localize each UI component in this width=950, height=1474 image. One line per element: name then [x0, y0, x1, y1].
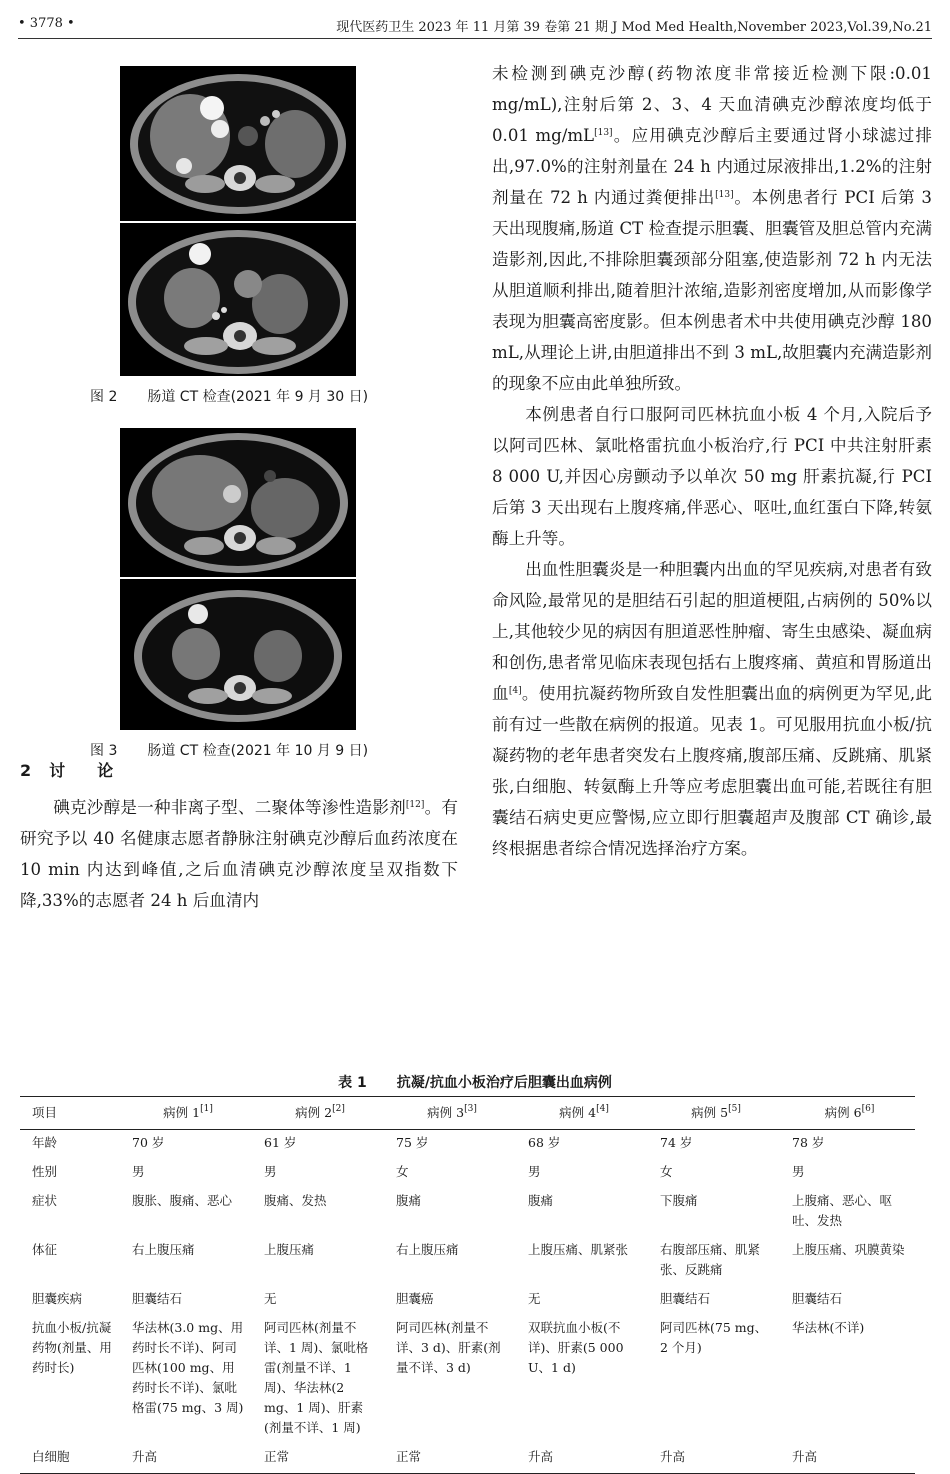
table-cell: 腹痛 — [396, 1193, 422, 1208]
citation: [12] — [405, 800, 425, 810]
table-cell: 阿司匹林(75 mg、2 个月) — [660, 1320, 768, 1355]
table-cell: 腹痛、发热 — [264, 1193, 327, 1208]
table-cell: 升高 — [516, 1444, 648, 1474]
table-row — [20, 1188, 915, 1237]
header-cell: 病例 1[1] — [120, 1097, 252, 1130]
table-cell: 无 — [528, 1291, 541, 1306]
journal-citation: 现代医药卫生 2023 年 11 月第 39 卷第 21 期 J Mod Med Health,November 2023,Vol.39,No.21 — [336, 20, 932, 35]
table-cell: 下腹痛 — [660, 1193, 698, 1208]
table-row — [20, 1315, 915, 1444]
ct-slice-upper — [128, 433, 348, 573]
figure-label: 图 3 — [90, 743, 118, 759]
table-title: 抗凝/抗血小板治疗后胆囊出血病例 — [396, 1075, 612, 1091]
table-cell: 华法林(3.0 mg、用药时长不详)、阿司匹林(100 mg、用药时长不详)、氯吡格雷(75 mg、3 周) — [132, 1320, 244, 1415]
ct-slice-lower — [128, 230, 348, 374]
left-column-text — [20, 792, 458, 916]
table-cell: 74 岁 — [660, 1135, 693, 1150]
table-cell: 华法林(不详) — [792, 1320, 865, 1335]
table-caption — [0, 1072, 950, 1092]
table-cell: 男 — [264, 1164, 277, 1179]
section-number: 2 — [20, 761, 32, 780]
table-cell: 抗血小板/抗凝药物(剂量、用药时长) — [32, 1320, 112, 1375]
table-cell: 胆囊结石 — [792, 1291, 843, 1306]
table-cell: 男 — [132, 1164, 145, 1179]
header-cell: 病例 2[2] — [252, 1097, 384, 1130]
table-label: 表 1 — [338, 1075, 367, 1091]
table-row — [20, 1130, 915, 1160]
table-cell: 胆囊癌 — [396, 1291, 434, 1306]
table-cell: 78 岁 — [792, 1135, 825, 1150]
table-cell: 女 — [396, 1164, 409, 1179]
header-cell: 病例 3[3] — [384, 1097, 516, 1130]
table-cell: 性别 — [32, 1164, 58, 1179]
table-cell: 症状 — [32, 1193, 58, 1208]
table-cell: 年龄 — [32, 1135, 58, 1150]
table-cell: 正常 — [252, 1444, 384, 1474]
citation: [4] — [508, 686, 522, 696]
table-cell: 70 岁 — [132, 1135, 165, 1150]
table-row — [20, 1237, 915, 1286]
figure-label: 图 2 — [90, 389, 118, 405]
table-row — [20, 1159, 915, 1188]
table-cell: 双联抗血小板(不详)、肝素(5 000 U、1 d) — [528, 1320, 624, 1375]
table-cell: 75 岁 — [396, 1135, 429, 1150]
header-cell: 病例 4[4] — [516, 1097, 648, 1130]
table-cell: 上腹压痛、巩膜黄染 — [792, 1242, 905, 1257]
figure-2-ct-image — [120, 66, 356, 376]
table-cell: 胆囊结石 — [660, 1291, 711, 1306]
paragraph: 未检测到碘克沙醇(药物浓度非常接近检测下限:0.01 mg/mL),注射后第 2、3、4 天血清碘克沙醇浓度均低于 0.01 mg/mL[13]。应用碘克沙醇后主要通过肾小球滤过排出,97.0%的注射剂量在 24 h 内通过尿液排出,1.2%的注射剂量在 72 h 内通过粪便排出[13]。本例患者行 PCI 后第 3 天出现腹痛,肠道 CT 检查提示胆囊、胆囊管及胆总管内充满造影剂,因此,不排除胆囊颈部分阻塞,使造影剂 72 h 内无法从胆道顺利排出,随着胆汁浓缩,造影剂密度增加,从而影像学表现为胆囊高密度影。但本例患者术中共使用碘克沙醇 180 mL,从理论上讲,由胆道排出不到 3 mL,故胆囊内充满造影剂的现象不应由此单独所致。 — [492, 64, 932, 393]
figure-3-ct-image — [120, 428, 356, 730]
figure-title: 肠道 CT 检查(2021 年 10 月 9 日) — [147, 743, 369, 759]
table-cell: 升高 — [120, 1444, 252, 1474]
table-cell: 无 — [264, 1291, 277, 1306]
ct-slice-lower — [134, 590, 342, 722]
table-cell: 升高 — [648, 1444, 780, 1474]
table-cell: 升高 — [780, 1444, 915, 1474]
header-cell: 病例 5[5] — [648, 1097, 780, 1130]
table-cell: 上腹压痛 — [264, 1242, 315, 1257]
table-cell: 男 — [528, 1164, 541, 1179]
page-number: • 3778 • — [18, 16, 75, 31]
header-cell: 项目 — [20, 1097, 120, 1130]
header-cell: 病例 6[6] — [780, 1097, 915, 1130]
table-cell: 男 — [792, 1164, 805, 1179]
table-row — [20, 1286, 915, 1315]
case-table — [20, 1096, 915, 1474]
right-column-text — [492, 58, 932, 864]
table-cell: 胆囊结石 — [132, 1291, 183, 1306]
table-cell: 胆囊疾病 — [32, 1291, 83, 1306]
section-heading — [20, 758, 113, 781]
table-cell: 68 岁 — [528, 1135, 561, 1150]
paragraph: 出血性胆囊炎是一种胆囊内出血的罕见疾病,对患者有致命风险,最常见的是胆结石引起的胆道梗阻,占病例的 50%以上,其他较少见的病因有胆道恶性肿瘤、寄生虫感染、凝血病和创伤,患者常见临床表现包括右上腹疼痛、黄疸和胃肠道出血[4]。使用抗凝药物所致自发性胆囊出血的病例更为罕见,此前有过一些散在病例的报道。见表 1。可见服用抗血小板/抗凝药物的老年患者突发右上腹疼痛,腹部压痛、反跳痛、肌紧张,白细胞、转氨酶上升等应考虑胆囊出血可能,若既往有胆囊结石病史更应警惕,应立即行胆囊超声及腹部 CT 确诊,最终根据患者综合情况选择治疗方案。 — [492, 560, 932, 858]
figure-2-caption — [90, 386, 368, 406]
figure-title: 肠道 CT 检查(2021 年 9 月 30 日) — [147, 389, 369, 405]
section-title-a: 讨 — [49, 761, 66, 780]
table-cell: 右上腹压痛 — [396, 1242, 459, 1257]
citation: [13] — [715, 190, 734, 200]
table-cell: 腹痛 — [528, 1193, 554, 1208]
table-cell: 阿司匹林(剂量不详、3 d)、肝素(剂量不详、3 d) — [396, 1320, 501, 1375]
table-cell: 阿司匹林(剂量不详、1 周)、氯吡格雷(剂量不详、1 周)、华法林(2 mg、1 周)、肝素(剂量不详、1 周) — [264, 1320, 369, 1435]
table-cell: 正常 — [384, 1444, 516, 1474]
table-cell: 上腹痛、恶心、呕吐、发热 — [792, 1193, 893, 1228]
table-cell: 体征 — [32, 1242, 58, 1257]
ct-slice-upper — [130, 74, 346, 214]
header-rule — [18, 38, 932, 39]
table-header-row — [20, 1097, 915, 1130]
table-cell: 女 — [660, 1164, 673, 1179]
table-cell: 白细胞 — [20, 1444, 120, 1474]
paragraph: 本例患者自行口服阿司匹林抗血小板 4 个月,入院后予以阿司匹林、氯吡格雷抗血小板治疗,行 PCI 中共注射肝素 8 000 U,并因心房颤动予以单次 50 mg 肝素抗凝,行 PCI 后第 3 天出现右上腹疼痛,伴恶心、呕吐,血红蛋白下降,转氨酶上升等。 — [492, 405, 932, 548]
section-title-b: 论 — [97, 761, 114, 780]
table-cell: 上腹压痛、肌紧张 — [528, 1242, 629, 1257]
table-cell: 腹胀、腹痛、恶心 — [132, 1193, 233, 1208]
citation: [13] — [594, 128, 613, 138]
paragraph: 碘克沙醇是一种非离子型、二聚体等渗性造影剂[12]。有研究予以 40 名健康志愿者静脉注射碘克沙醇后血药浓度在 10 min 内达到峰值,之后血清碘克沙醇浓度呈双指数下降,33%的志愿者 24 h 后血清内 — [20, 798, 458, 910]
table-cell: 右腹部压痛、肌紧张、反跳痛 — [660, 1242, 761, 1277]
table-cell: 61 岁 — [264, 1135, 297, 1150]
running-header — [0, 12, 950, 36]
table-cell: 右上腹压痛 — [132, 1242, 195, 1257]
table-row — [20, 1444, 915, 1474]
figure-3-caption — [90, 740, 368, 760]
